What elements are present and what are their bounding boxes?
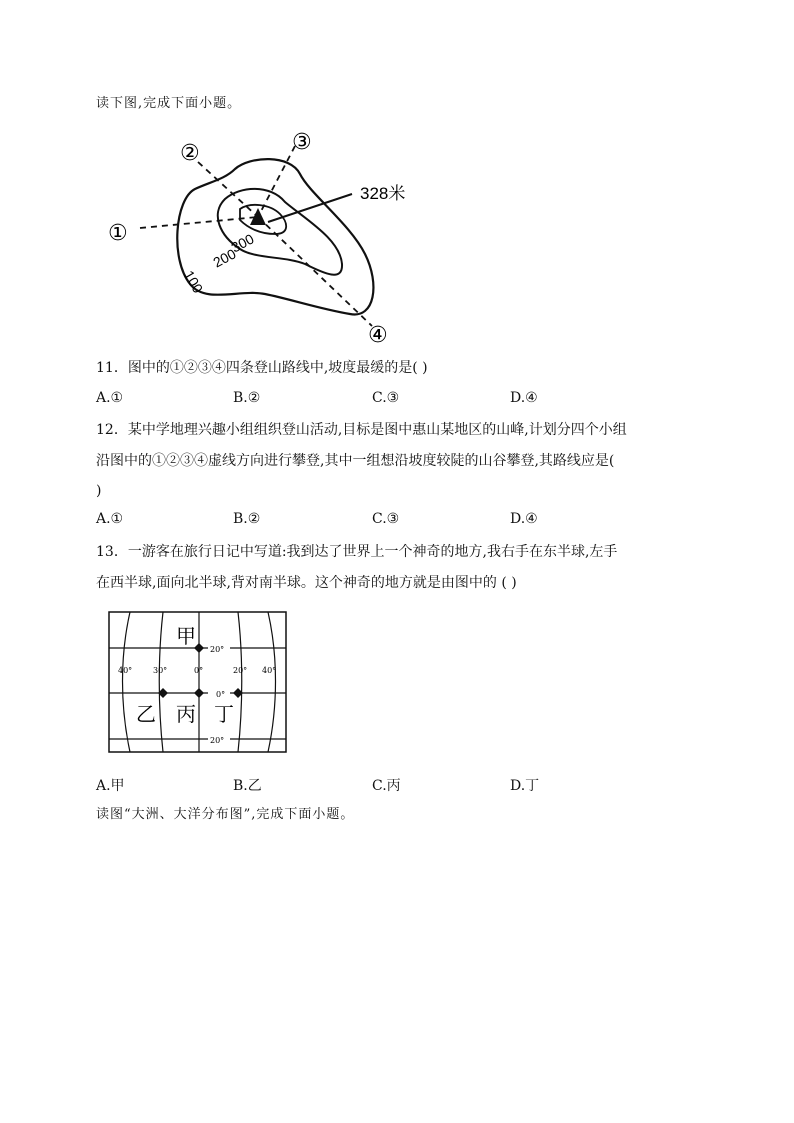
q13-option-a[interactable]: A.甲: [96, 778, 125, 794]
route-4-line: [258, 217, 372, 326]
q12-option-a[interactable]: A.①: [96, 511, 124, 527]
route-label-4: ④: [368, 322, 388, 347]
lon-label-e40: 40°: [262, 666, 277, 675]
point-label-yi: 乙: [136, 704, 156, 726]
point-label-jia: 甲: [176, 626, 196, 648]
q13-option-c[interactable]: C.丙: [372, 778, 401, 794]
route-label-1: ①: [108, 220, 128, 245]
point-bing-marker: [194, 688, 204, 698]
grid-frame: [109, 612, 286, 752]
contour-100: [177, 159, 373, 314]
contour-label-300: 300: [228, 230, 257, 256]
contour-label-200: 200: [210, 245, 239, 271]
meridian-w30: [159, 612, 163, 752]
meridian-w40: [123, 612, 131, 752]
peak-triangle: [250, 208, 266, 225]
lat-label-s20: 20°: [210, 736, 225, 745]
q11-stem: 11．图中的①②③④四条登山路线中,坡度最缓的是( ): [96, 360, 428, 376]
q12-stem-line3: ): [96, 483, 102, 499]
q12-stem-line2: 沿图中的①②③④虚线方向进行攀登,其中一组想沿坡度较陡的山谷攀登,其路线应是(: [96, 453, 615, 469]
q12-stem-line1: 12．某中学地理兴趣小组组织登山活动,目标是图中惠山某地区的山峰,计划分四个小组: [96, 422, 627, 438]
contour-map: [100, 124, 420, 352]
point-label-bing: 丙: [176, 704, 196, 726]
intro-text: 读下图,完成下面小题。: [96, 96, 242, 111]
route-label-3: ③: [292, 129, 312, 154]
lon-label-e20: 20°: [233, 666, 248, 675]
meridian-e40: [268, 612, 276, 752]
contour-label-100: 100: [180, 267, 207, 296]
q12-option-d[interactable]: D.④: [510, 511, 538, 527]
lon-label-0: 0°: [194, 666, 204, 675]
q11-option-d[interactable]: D.④: [510, 390, 538, 406]
q12-option-b[interactable]: B.②: [233, 511, 261, 527]
q13-option-d[interactable]: D.丁: [510, 778, 540, 794]
q13-option-b[interactable]: B.乙: [233, 778, 262, 794]
q13-stem-line2: 在西半球,面向北半球,背对南半球。这个神奇的地方就是由图中的 ( ): [96, 575, 517, 591]
grid-map: [108, 611, 288, 755]
q12-option-c[interactable]: C.③: [372, 511, 400, 527]
point-label-ding: 丁: [214, 704, 234, 726]
lon-label-w30: 30°: [153, 666, 168, 675]
peak-label: 328米: [360, 184, 406, 203]
q13-stem-line1: 13．一游客在旅行日记中写道:我到达了世界上一个神奇的地方,我右手在东半球,左手: [96, 544, 618, 560]
q11-option-a[interactable]: A.①: [96, 390, 124, 406]
intro2-text: 读图“大洲、大洋分布图”,完成下面小题。: [96, 807, 355, 822]
lat-label-n20: 20°: [210, 645, 225, 654]
route-1-line: [140, 217, 258, 228]
meridian-e20: [238, 612, 242, 752]
lat-label-0: 0°: [216, 690, 226, 699]
route-label-2: ②: [180, 140, 200, 165]
q11-option-c[interactable]: C.③: [372, 390, 400, 406]
q11-option-b[interactable]: B.②: [233, 390, 261, 406]
lon-label-w40: 40°: [118, 666, 133, 675]
